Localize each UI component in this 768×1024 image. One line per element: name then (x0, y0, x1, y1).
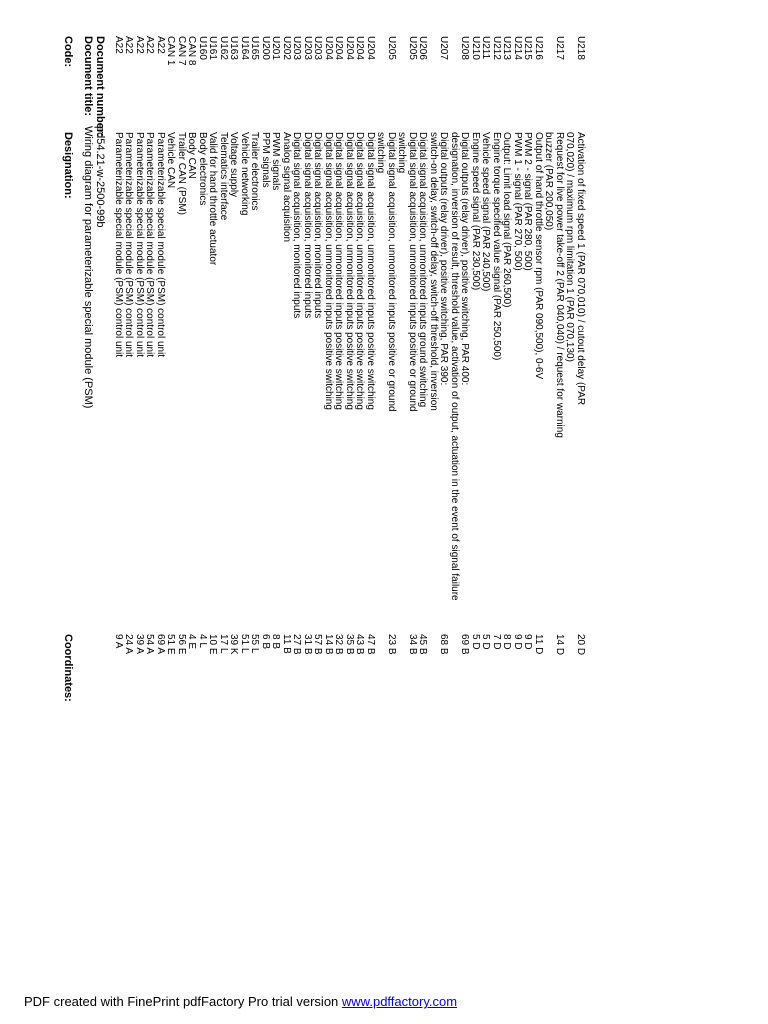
component-code: A22 (113, 36, 124, 54)
component-coordinates: 69 B (459, 634, 471, 655)
pdf-footer (24, 994, 457, 1010)
component-coordinates: 7 D (491, 634, 502, 650)
component-coordinates: 68 B (438, 634, 450, 655)
component-coordinates: 27 B (291, 634, 303, 655)
coordinates-column-header: Coordinates: (62, 634, 74, 702)
component-row (134, 36, 145, 716)
component-coordinates: 8 D (501, 634, 513, 650)
component-row (312, 36, 323, 716)
component-designation: Parameterizable special module (PSM) control unit (113, 132, 124, 358)
document-number-value: pd54.21-w-2500-99b (94, 126, 106, 228)
component-list (88, 36, 768, 716)
component-code: U161 (207, 36, 219, 60)
component-coordinates: 39 A (134, 634, 145, 655)
component-designation: Telematics interface (218, 132, 229, 221)
component-designation: PWM 1 - signal (PAR 270, 500) (512, 132, 523, 271)
component-code: U206 (417, 36, 429, 60)
component-designation: Digital outputs (relay driver), positive switching, PAR 400: designation, inversion of result, threshold value, activation of output, actuation in the event of signal failure (449, 132, 471, 601)
component-row (207, 36, 218, 716)
component-row (354, 36, 365, 716)
component-coordinates: 39 K (228, 634, 240, 655)
component-row (491, 36, 502, 716)
component-coordinates: 6 B (260, 634, 271, 650)
component-row (123, 36, 134, 716)
component-coordinates: 5 D (470, 634, 481, 650)
designation-column-header: Designation: (62, 132, 74, 199)
component-designation: Valid for hand throttle actuator (207, 132, 219, 266)
component-code: A22 (155, 36, 166, 54)
component-designation: PWM signals (270, 132, 282, 191)
component-designation: Request for live power take-off 2 (PAR 040,040) / request for warning buzzer (PAR 200,050) (543, 132, 565, 438)
component-code: U204 (344, 36, 355, 60)
component-coordinates: 31 B (302, 634, 313, 655)
component-row (249, 36, 260, 716)
component-code: U214 (512, 36, 523, 60)
component-row (228, 36, 239, 716)
component-designation: Digital signal acquisition, unmonitored inputs positive switching (323, 132, 334, 410)
component-row (155, 36, 166, 716)
component-row (543, 36, 564, 716)
component-coordinates: 20 D (575, 634, 586, 656)
component-designation: Body electronics (197, 132, 208, 206)
component-row (270, 36, 281, 716)
component-row (323, 36, 334, 716)
component-designation: Engine speed signal (PAR 230,500) (470, 132, 481, 291)
document-title-label: Document title: (82, 36, 94, 117)
component-coordinates: 47 B (365, 634, 376, 655)
component-designation: Engine torque specified value signal (PAR 250,500) (491, 132, 502, 361)
component-code: U163 (228, 36, 240, 60)
component-designation: Vehicle speed signal (PAR 240,500) (480, 132, 492, 292)
component-designation: Trailer CAN (PSM) (176, 132, 187, 215)
component-row (218, 36, 229, 716)
column-headers (60, 36, 74, 976)
component-designation: PPM signals (260, 132, 271, 188)
component-row (144, 36, 155, 716)
component-code: U160 (197, 36, 208, 60)
component-designation: Output: Limit load signal (PAR 260,500) (501, 132, 513, 308)
component-row (480, 36, 491, 716)
component-code: U207 (438, 36, 450, 60)
component-designation: PWM 2 - signal (PAR 280, 500) (522, 132, 534, 271)
component-row (396, 36, 417, 716)
component-coordinates: 35 B (344, 634, 355, 655)
component-row (239, 36, 250, 716)
component-coordinates: 8 B (270, 634, 282, 650)
component-designation: Digital signal acquisition, unmonitored inputs ground switching (417, 132, 429, 408)
component-code: U204 (365, 36, 376, 60)
component-designation: Parameterizable special module (PSM) control unit (155, 132, 166, 358)
component-code: CAN 7 (176, 36, 187, 66)
component-designation: Activation of fixed speed 1 (PAR 070,010) / cutout delay (PAR 070,020) / maximum rpm limitation 1 (PAR 070,130) (564, 132, 586, 406)
component-code: U216 (533, 36, 544, 60)
component-coordinates: 4 E (186, 634, 198, 650)
component-coordinates: 69 A (155, 634, 166, 655)
component-code: U213 (501, 36, 513, 60)
component-designation: Digital signal acquisition, unmonitored inputs positive or ground switching (375, 132, 397, 412)
component-coordinates: 45 B (417, 634, 429, 655)
component-row (449, 36, 470, 716)
component-coordinates: 17 L (218, 634, 229, 654)
component-designation: Digital signal acquisition, unmonitored inputs positive switching (365, 132, 376, 410)
component-code: U205 (407, 36, 418, 60)
component-row (375, 36, 396, 716)
document-title-value: Wiring diagram for parameterizable special module (PSM) (82, 126, 94, 409)
component-code: U203 (291, 36, 303, 60)
component-designation: Trailer electronics (249, 132, 261, 211)
component-coordinates: 51 E (165, 634, 177, 655)
code-column-header: Code: (62, 36, 74, 68)
component-designation: Digital signal acquisition, monitored inputs (291, 132, 303, 319)
component-designation: Digital signal acquisition, unmonitored inputs positive or ground switching (396, 132, 418, 412)
component-code: CAN 1 (165, 36, 177, 66)
component-designation: Body CAN (186, 132, 198, 179)
component-coordinates: 14 D (554, 634, 565, 656)
component-code: U164 (239, 36, 250, 60)
component-code: A22 (144, 36, 156, 54)
component-row (470, 36, 481, 716)
component-designation: Digital signal acquisition, unmonitored inputs positive switching (333, 132, 345, 410)
component-designation: Digital signal acquisition, unmonitored inputs positive switching (344, 132, 355, 410)
component-code: U204 (354, 36, 366, 60)
component-row (533, 36, 544, 716)
component-coordinates: 24 A (123, 634, 135, 655)
component-designation: Digital signal acquisition, monitored inputs (312, 132, 324, 319)
component-row (165, 36, 176, 716)
component-coordinates: 51 L (239, 634, 250, 654)
component-designation: Voltage supply (228, 132, 240, 198)
component-coordinates: 43 B (354, 634, 366, 655)
component-row (260, 36, 271, 716)
component-coordinates: 55 L (249, 634, 261, 654)
component-designation: Vehicle networking (239, 132, 250, 216)
component-coordinates: 11 B (281, 634, 292, 654)
component-coordinates: 9 D (522, 634, 534, 650)
component-code: U202 (281, 36, 292, 60)
component-code: U211 (480, 36, 492, 60)
component-code: U215 (522, 36, 534, 60)
component-code: U162 (218, 36, 229, 60)
component-row (176, 36, 187, 716)
component-code: U210 (470, 36, 481, 60)
component-code: U204 (333, 36, 345, 60)
component-row (291, 36, 302, 716)
component-row (522, 36, 533, 716)
pdffactory-link[interactable]: www.pdffactory.com (341, 994, 458, 1009)
component-row (428, 36, 449, 716)
component-row (344, 36, 355, 716)
footer-text: PDF created with FinePrint pdfFactory Pro trial version (24, 994, 339, 1009)
component-code: CAN 8 (186, 36, 198, 66)
component-coordinates: 11 D (533, 634, 544, 655)
component-coordinates: 34 B (407, 634, 418, 655)
component-row (197, 36, 208, 716)
component-coordinates: 23 B (386, 634, 397, 655)
component-code: U165 (249, 36, 261, 60)
component-row (333, 36, 344, 716)
component-coordinates: 9 A (113, 634, 124, 649)
component-designation: Digital signal acquisition, monitored inputs (302, 132, 313, 319)
component-designation: Parameterizable special module (PSM) control unit (134, 132, 145, 358)
component-coordinates: 4 L (197, 634, 208, 648)
component-coordinates: 5 D (480, 634, 492, 650)
component-designation: Parameterizable special module (PSM) control unit (144, 132, 156, 358)
component-designation: Digital outputs (relay driver), positive switching, PAR 390: switch-on delay, switch-off delay, switch-off threshold, inversion (428, 132, 450, 411)
component-coordinates: 56 E (176, 634, 187, 655)
component-code: U201 (270, 36, 282, 60)
component-code: U217 (554, 36, 565, 60)
component-code: U208 (459, 36, 471, 60)
component-row (512, 36, 523, 716)
component-code: U203 (302, 36, 313, 60)
component-coordinates: 14 B (323, 634, 334, 655)
component-code: U200 (260, 36, 271, 60)
component-coordinates: 32 B (333, 634, 345, 655)
document-number-label: Document number: (94, 36, 106, 137)
component-code: A22 (123, 36, 135, 54)
component-row (501, 36, 512, 716)
component-row (564, 36, 585, 716)
component-code: U205 (386, 36, 397, 60)
component-designation: Vehicle CAN (165, 132, 177, 189)
component-row (281, 36, 292, 716)
component-coordinates: 54 A (144, 634, 156, 655)
component-code: U218 (575, 36, 586, 60)
component-row (113, 36, 124, 716)
component-code: U212 (491, 36, 502, 60)
component-row (302, 36, 313, 716)
component-code: U204 (323, 36, 334, 60)
component-row (186, 36, 197, 716)
component-row (417, 36, 428, 716)
component-coordinates: 9 D (512, 634, 523, 650)
component-coordinates: 10 E (207, 634, 219, 655)
component-coordinates: 57 B (312, 634, 324, 655)
component-designation: Output of hand throttle sensor rpm (PAR 090,500), 0-6V (533, 132, 544, 380)
component-row (365, 36, 376, 716)
component-code: U203 (312, 36, 324, 60)
component-designation: Parameterizable special module (PSM) control unit (123, 132, 135, 358)
component-designation: Analog signal acquisition (281, 132, 292, 243)
component-code: A22 (134, 36, 145, 54)
component-designation: Digital signal acquisition, unmonitored inputs positive switching (354, 132, 366, 410)
